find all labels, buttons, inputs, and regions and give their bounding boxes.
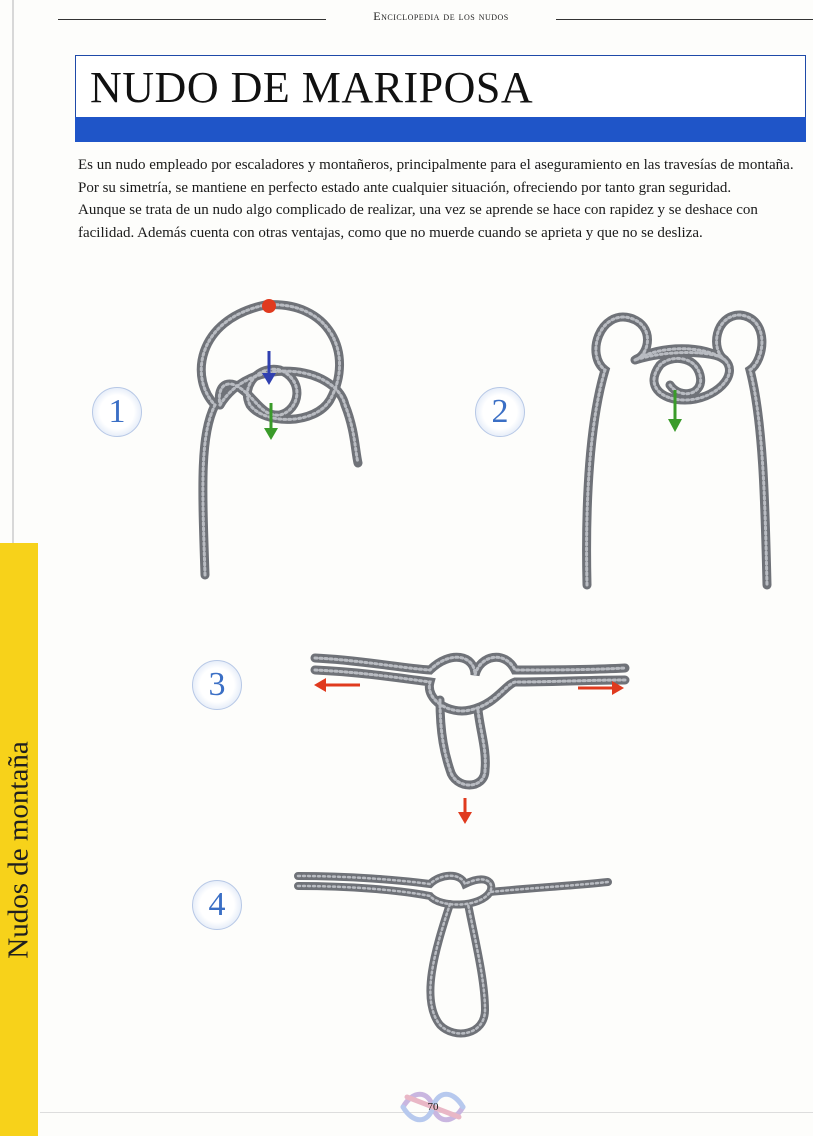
page-number: 70: [427, 1101, 439, 1113]
red-left-arrow: [314, 678, 360, 692]
intro-text: [78, 154, 806, 244]
step-1-number: 1: [108, 393, 126, 430]
step-1-badge: [92, 387, 142, 437]
step-4-illustration: [290, 860, 620, 1050]
step-3-badge: [192, 660, 242, 710]
step-3-number: 3: [208, 666, 226, 703]
step-1-illustration: [180, 285, 380, 585]
intro-paragraph-1: Es un nudo empleado por escaladores y montañeros, principalmente para el aseguramiento en las travesías de montaña. Por su simetría, se mantiene en perfecto estado ante cualquier situación, ofreciendo por tanto gran seguridad.: [78, 157, 794, 196]
step-3-illustration: [300, 640, 640, 830]
step-2-number: 2: [491, 393, 509, 430]
page-title: NUDO DE MARIPOSA: [90, 63, 534, 112]
page-number-emblem: [393, 1085, 473, 1129]
chapter-side-tab-label: Nudos de montaña: [2, 741, 35, 959]
step-4-number: 4: [208, 886, 226, 923]
step-2-illustration: [575, 300, 785, 595]
step-4-badge: [192, 880, 242, 930]
title-accent-bar: [75, 117, 806, 142]
title-box: [75, 55, 806, 119]
header-rule-right: [556, 19, 813, 20]
intro-paragraph-2: Aunque se trata de un nudo algo complicado de realizar, una vez se aprende se hace con rapidez y se deshace con facilidad. Además cuenta con otras ventajas, como que no muerde cuando se aprieta y que no se desliza.: [78, 202, 758, 241]
running-header-title: Enciclopedia de los nudos: [373, 9, 509, 23]
start-marker-dot: [262, 299, 276, 313]
red-down-arrow: [458, 798, 472, 824]
header-rule-left: [58, 19, 326, 20]
step-2-badge: [475, 387, 525, 437]
left-margin-rule: [12, 0, 14, 548]
